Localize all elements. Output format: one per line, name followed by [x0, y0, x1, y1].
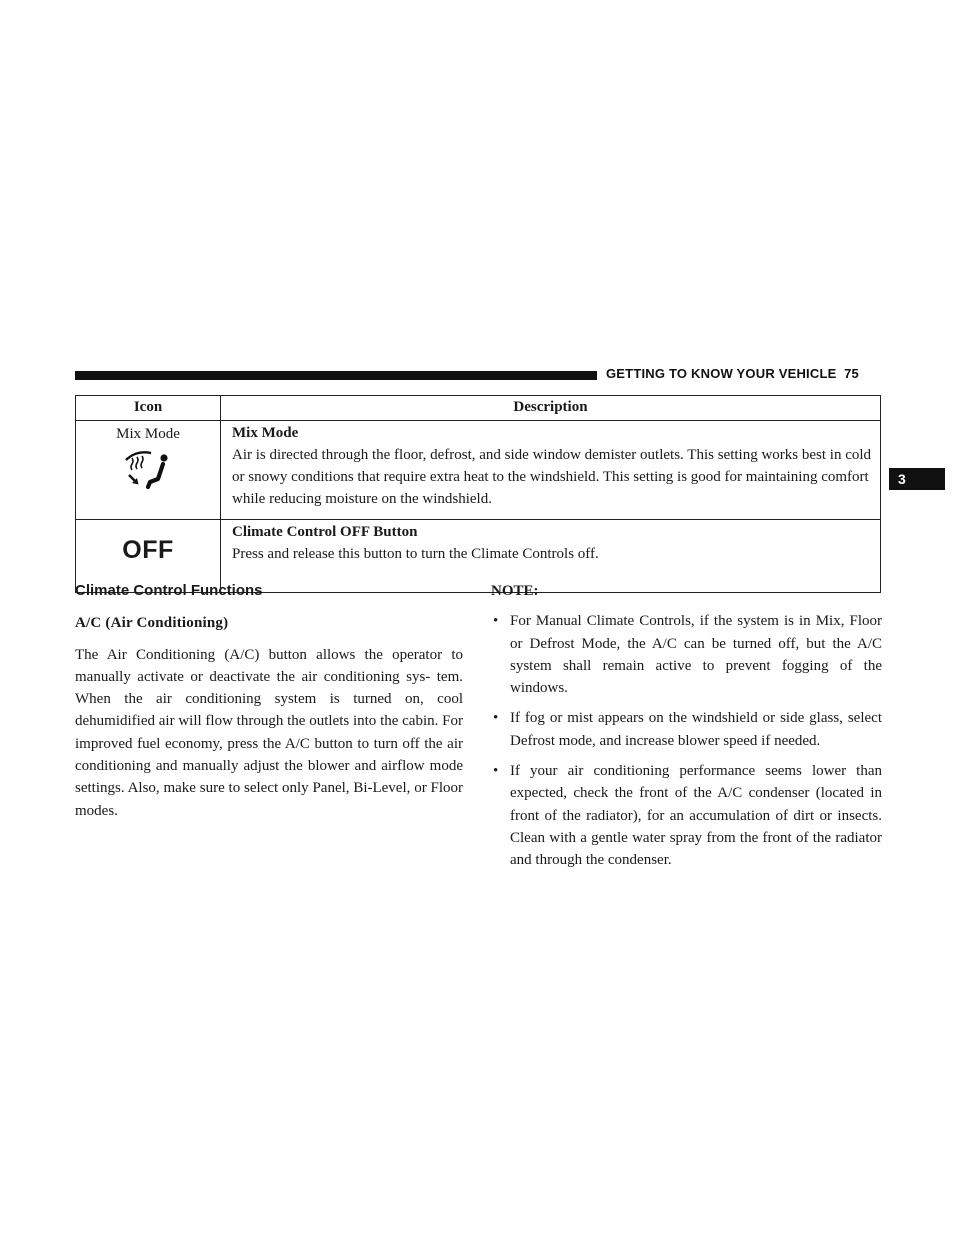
mix-mode-icon	[123, 448, 173, 490]
list-item	[491, 707, 882, 752]
table-header-icon: Icon	[76, 396, 221, 421]
note-list	[491, 610, 882, 871]
list-item	[491, 610, 882, 699]
section-heading: Climate Control Functions	[75, 582, 263, 599]
row-text: Press and release this button to turn the Climate Controls off.	[232, 546, 599, 562]
table-header-row	[76, 396, 881, 421]
table-row	[76, 421, 881, 520]
list-item-text: If fog or mist appears on the windshield or side glass, select Defrost mode, and increase blower speed if needed.	[510, 710, 882, 749]
list-item-text: For Manual Climate Controls, if the system is in Mix, Floor or Defrost Mode, the A/C can be turned off, but the A/C system shall remain active to prevent fogging of the windows.	[510, 613, 882, 697]
bullet-icon: •	[493, 613, 499, 630]
list-item	[491, 760, 882, 871]
sub-heading: A/C (Air Conditioning)	[75, 615, 229, 632]
body-paragraph: The Air Conditioning (A/C) button allows the operator to manually activate or deactivate the air conditioning sys- tem. When the air conditioning system is turned on, cool dehumidified air will flow through the outlets into the cabin. For improved fuel economy, press the A/C button to turn off the air conditioning and manually adjust the blower and airflow mode settings. Also, make sure to select only Panel, Bi-Level, or Floor modes.	[75, 646, 463, 819]
row-title: Mix Mode	[232, 425, 299, 441]
row-text: Air is directed through the floor, defrost, and side window demister outlets. This setting works best in cold or snowy conditions that require extra heat to the windshield. This setting is good for maintaining comfort while reducing moisture on the windshield.	[232, 447, 872, 507]
table-header-description: Description	[221, 396, 881, 421]
left-column	[75, 580, 463, 822]
row-title: Climate Control OFF Button	[232, 524, 418, 540]
bullet-icon: •	[493, 763, 499, 780]
climate-icon-table	[75, 395, 881, 593]
table-cell-description	[221, 421, 881, 520]
table-cell-icon	[76, 421, 221, 520]
page-number: 75	[844, 366, 859, 381]
right-column	[491, 580, 882, 880]
off-icon: OFF	[122, 536, 174, 564]
running-header	[606, 366, 859, 381]
icon-label: Mix Mode	[116, 426, 180, 442]
note-label: NOTE:	[491, 583, 539, 599]
header-title: GETTING TO KNOW YOUR VEHICLE	[606, 366, 837, 381]
bullet-icon: •	[493, 710, 499, 727]
list-item-text: If your air conditioning performance seems lower than expected, check the front of the A/C condenser (located in front of the radiator), for an accumulation of dirt or insects. Clean with a gentle water spray from the front of the radiator and through the condenser.	[510, 763, 882, 869]
header-rule	[75, 371, 597, 380]
chapter-tab: 3	[889, 468, 945, 490]
